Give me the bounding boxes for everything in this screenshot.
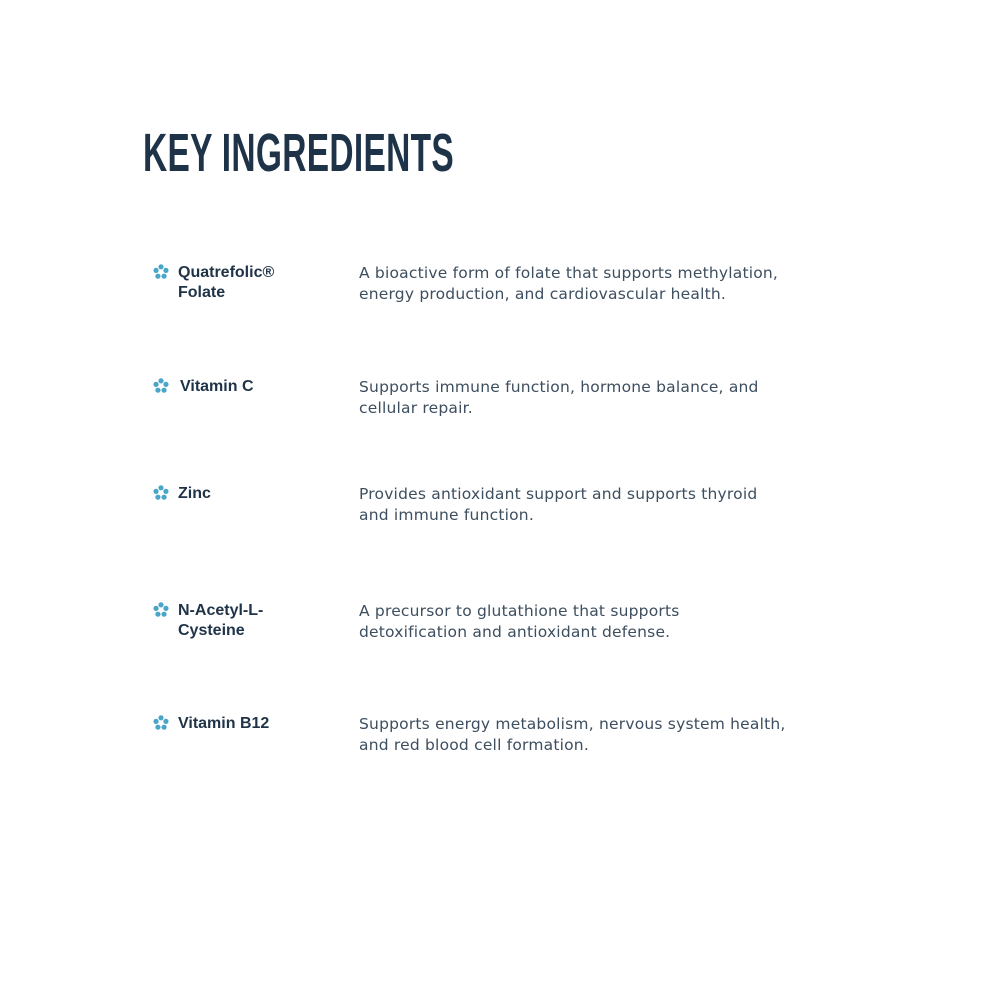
ingredient-description: [359, 484, 859, 526]
flower-icon: [152, 484, 170, 502]
flower-petal: [161, 612, 166, 617]
flower-petal: [161, 725, 166, 730]
flower-petal: [153, 489, 158, 494]
ingredient-description-line: and immune function.: [359, 506, 534, 524]
ingredient-description: [359, 714, 859, 756]
ingredient-row-quatrefolic-folate: [152, 263, 872, 323]
flower-petal: [161, 274, 166, 279]
flower-petal: [155, 725, 160, 730]
flower-petal: [163, 719, 168, 724]
flower-petal: [158, 485, 163, 490]
page-title: KEY INGREDIENTS: [143, 123, 454, 183]
flower-petal: [158, 715, 163, 720]
ingredient-description-line: A bioactive form of folate that supports methylation,: [359, 264, 779, 282]
flower-petal: [153, 268, 158, 273]
ingredient-name: [178, 601, 338, 641]
ingredient-description-line: Supports immune function, hormone balance, and: [359, 378, 759, 396]
ingredient-name-line: Cysteine: [178, 622, 245, 639]
ingredient-name-line: N-Acetyl-L-: [178, 602, 264, 619]
flower-petal: [153, 719, 158, 724]
ingredient-row-zinc: [152, 484, 872, 544]
flower-petal: [155, 612, 160, 617]
flower-icon: [152, 714, 170, 732]
ingredient-description-line: energy production, and cardiovascular health.: [359, 285, 727, 303]
ingredient-description-line: Supports energy metabolism, nervous system health,: [359, 715, 786, 733]
flower-petal: [163, 489, 168, 494]
flower-petal: [158, 602, 163, 607]
ingredient-description: [359, 377, 859, 419]
flower-petal: [158, 378, 163, 383]
ingredient-name-line: Vitamin C: [180, 378, 254, 395]
flower-petal: [161, 388, 166, 393]
flower-petal: [163, 606, 168, 611]
ingredient-description-line: Provides antioxidant support and supports thyroid: [359, 485, 758, 503]
flower-petal: [161, 495, 166, 500]
flower-petal: [158, 264, 163, 269]
ingredient-name: [180, 377, 340, 397]
ingredient-description: [359, 601, 859, 643]
flower-petal: [155, 495, 160, 500]
ingredient-description-line: A precursor to glutathione that supports: [359, 602, 680, 620]
ingredient-name-line: Vitamin B12: [178, 715, 270, 732]
flower-petal: [155, 274, 160, 279]
flower-petal: [153, 606, 158, 611]
flower-petal: [163, 268, 168, 273]
ingredient-name-line: Folate: [178, 284, 226, 301]
flower-petal: [163, 382, 168, 387]
flower-icon: [152, 263, 170, 281]
flower-petal: [155, 388, 160, 393]
ingredient-name: [178, 263, 338, 303]
flower-icon: [152, 377, 170, 395]
flower-icon: [152, 601, 170, 619]
ingredient-name: [178, 484, 338, 504]
ingredient-row-n-acetyl-l-cysteine: [152, 601, 872, 661]
ingredient-row-vitamin-b12: [152, 714, 872, 774]
ingredient-name-line: Quatrefolic®: [178, 264, 275, 281]
ingredient-description-line: cellular repair.: [359, 399, 473, 417]
ingredient-description-line: and red blood cell formation.: [359, 736, 589, 754]
ingredient-name: [178, 714, 338, 734]
ingredient-name-line: Zinc: [178, 485, 211, 502]
ingredient-description-line: detoxification and antioxidant defense.: [359, 623, 671, 641]
ingredient-row-vitamin-c: [152, 377, 872, 437]
flower-petal: [153, 382, 158, 387]
ingredient-description: [359, 263, 859, 305]
